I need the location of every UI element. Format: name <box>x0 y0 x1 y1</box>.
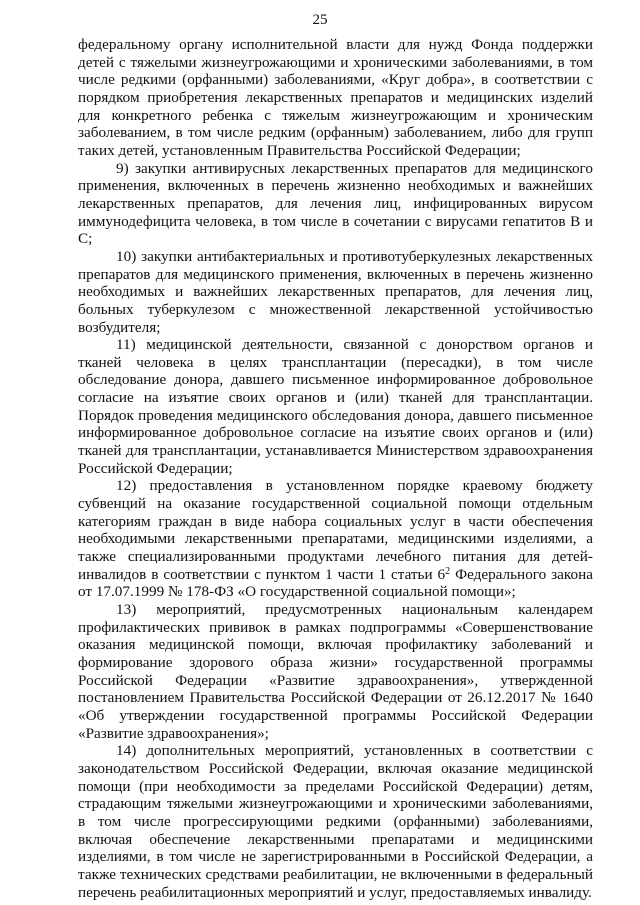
paragraph-continuation: федеральному органу исполнительной власти для нужд Фонда поддержки детей с тяжелыми жизнеугрожающими и хроническими заболеваниями, в том числе редкими (орфанными) заболеваниями, «Круг добра», в соответствии с порядком приобретения лекарственных препаратов и медицинских изделий для конкретного ребенка с тяжелым жизнеугрожающим и хроническим заболеванием, в том числе редким (орфанным) заболеванием, либо для групп таких детей, установленным Правительства Российской Федерации; <box>78 36 593 159</box>
document-body <box>78 36 593 901</box>
page-number: 25 <box>312 12 328 28</box>
superscript: 2 <box>445 565 451 577</box>
paragraph-item-10: 10) закупки антибактериальных и противотуберкулезных лекарственных препаратов для медицинского применения, включенных в перечень жизненно необходимых и важнейших лекарственных препаратов, для лечения лиц, больных туберкулезом с множественной лекарственной устойчивостью возбудителя; <box>78 247 593 336</box>
paragraph-item-14: 14) дополнительных мероприятий, установленных в соответствии с законодательством Российской Федерации, включая оказание медицинской помощи (при необходимости за пределами Российской Федерации) детям, страдающим тяжелыми жизнеугрожающими и хроническими заболеваниями, в том числе прогрессирующими редкими (орфанными) заболеваниями, включая обеспечение лекарственными препаратами и медицинскими изделиями, в том числе не зарегистрированными в Российской Федерации, а также технических средствами реабилитации, не включенными в федеральный перечень реабилитационных мероприятий и услуг, предоставляемых инвалиду. <box>78 742 593 901</box>
paragraph-item-11: 11) медицинской деятельности, связанной с донорством органов и тканей человека в целях трансплантации (пересадки), в том числе обследование донора, давшего письменное информированное добровольное согласие на изъятие своих органов и (или) тканей для трансплантации. Порядок проведения медицинского обследования донора, давшего письменное информированное добровольное согласие на изъятие своих органов и (или) тканей для трансплантации, устанавливается Министерством здравоохранения Российской Федерации; <box>78 336 593 477</box>
paragraph-item-9: 9) закупки антивирусных лекарственных препаратов для медицинского применения, включенных в перечень жизненно необходимых и важнейших лекарственных препаратов, для лечения лиц, инфицированных вирусом иммунодефицита человека, в том числе в сочетании с вирусами гепатитов B и C; <box>78 159 593 248</box>
paragraph-item-12-text: 12) предоставления в установленном порядке краевому бюджету субвенций на оказание государственной социальной помощи отдельным категориям граждан в виде набора социальных услуг в части обеспечения необходимыми лекарственными препаратами, медицинскими изделиями, а также специализированными продуктами лечебного питания для детей-инвалидов в соответствии с пунктом 1 части 1 статьи 6 <box>78 477 593 583</box>
paragraph-item-13: 13) мероприятий, предусмотренных национальным календарем профилактических прививок в рамках подпрограммы «Совершенствование оказания медицинской помощи, включая профилактику заболеваний и формирование здорового образа жизни» государственной программы Российской Федерации «Развитие здравоохранения», утвержденной постановлением Правительства Российской Федерации от 26.12.2017 № 1640 «Об утверждении государственной программы Российской Федерации «Развитие здравоохранения»; <box>78 601 593 742</box>
paragraph-item-12-tail: Федерального закона от 17.07.1999 № 178-ФЗ «О государственной социальной помощи»; <box>78 565 593 601</box>
paragraph-item-12 <box>78 477 593 601</box>
